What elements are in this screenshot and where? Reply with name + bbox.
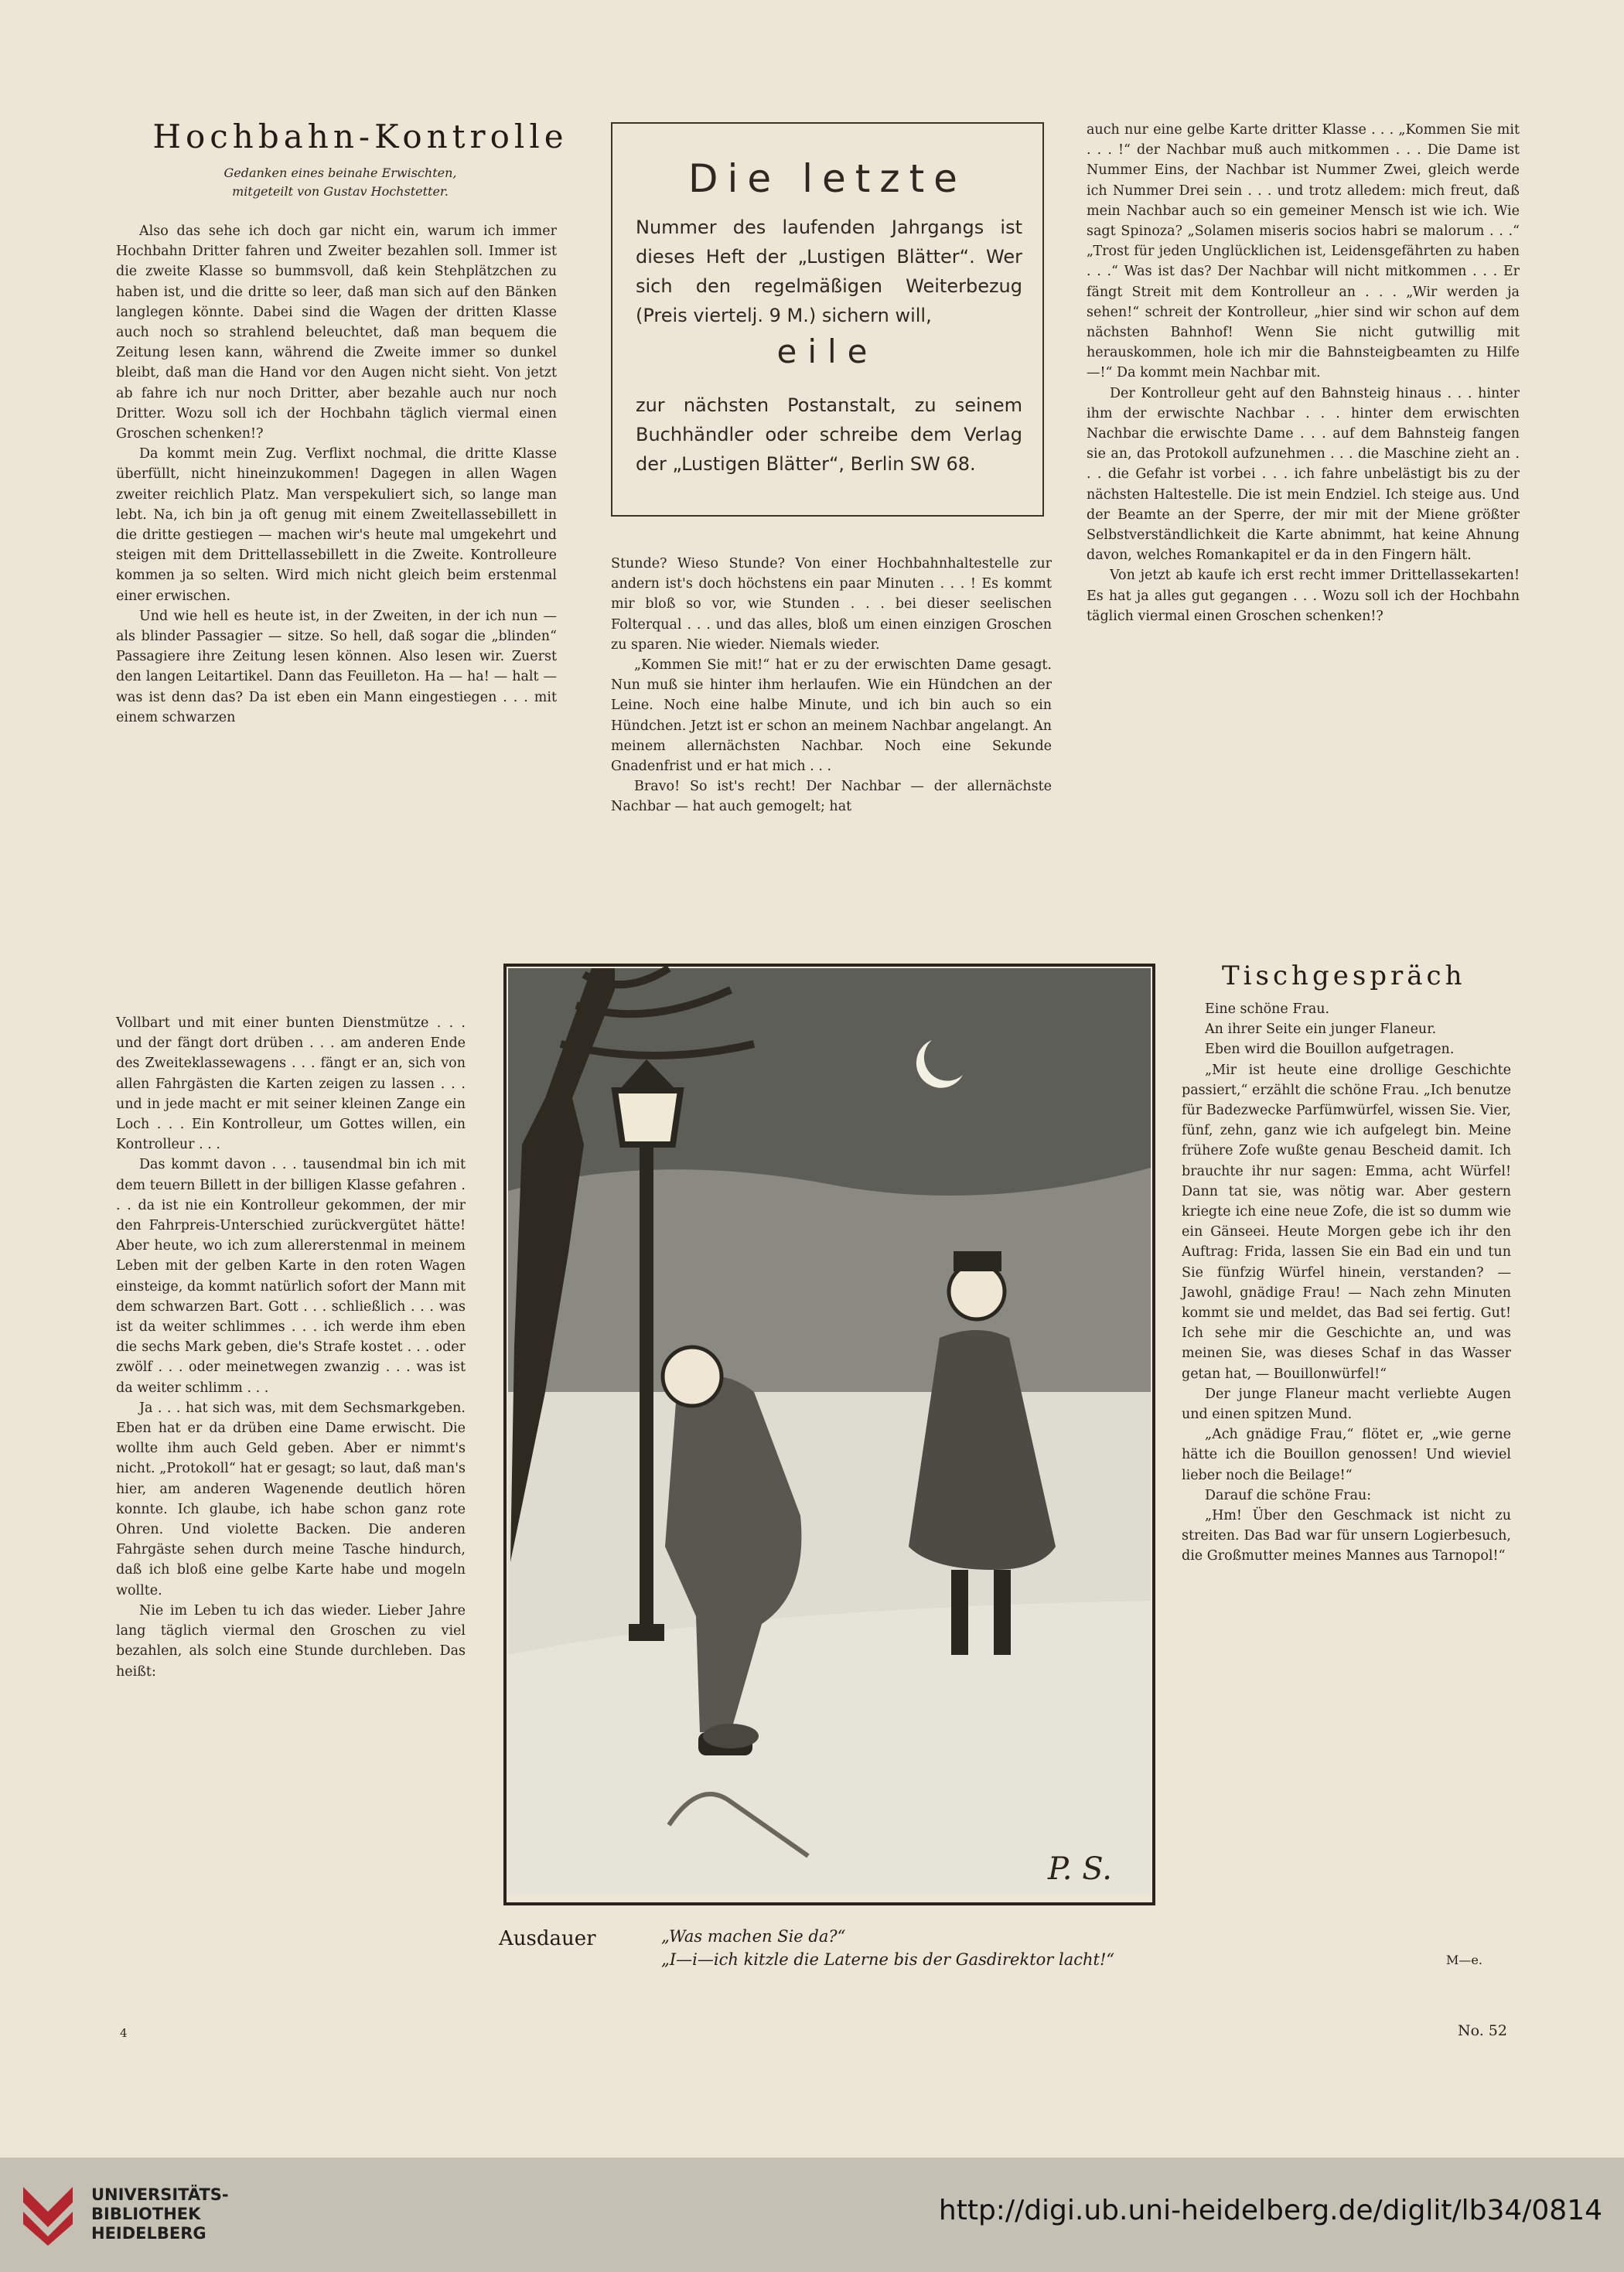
notice-emphasis: eile (776, 333, 879, 370)
article-column-2 (611, 554, 1052, 817)
artist-monogram: P. S. (1048, 1851, 1112, 1887)
cartoon-caption-line-2: „I—i—ich kitzle die Laterne bis der Gasdirektor lacht!“ (661, 1950, 1115, 1969)
library-name-line-3: HEIDELBERG (91, 2224, 206, 2243)
drunk-man-head (663, 1347, 722, 1406)
paragraph: Und wie hell es heute ist, in der Zweiten, in der ich nun — als blinder Passagier — sitze. So hell, daß sogar die „blinden“ Passagiere ihre Zeitung lesen können. Also lesen wir. Zuerst den langen Leitartikel. Dann das Feuilleton. Ha — ha! — halt — was ist denn das? Da ist eben ein Mann eingestiegen . . . mit einem schwarzen (116, 608, 557, 725)
cloud-band (508, 1168, 1151, 1392)
library-logo-icon (20, 2181, 76, 2246)
notice-text-1: Nummer des laufenden Jahrgangs ist dieses Heft der „Lustigen Blätter“. Wer sich den regelmäßigen Weiterbezug (Preis viertelj. 9 M.) sichern will, (636, 217, 1022, 326)
library-name-line-2: BIBLIOTHEK (91, 2205, 201, 2223)
lamp-post (640, 1129, 653, 1632)
notice-text-2: zur nächsten Postanstalt, zu seinem Buchhändler oder schreibe dem Verlag der „Lustigen Blätter“, Berlin SW 68. (636, 394, 1022, 475)
byline-line-2: mitgeteilt von Gustav Hochstetter. (232, 184, 449, 199)
tischgespraech-column (1182, 999, 1511, 1567)
paragraph: „Hm! Über den Geschmack ist nicht zu streiten. Das Bad war für unsern Logierbesuch, die Großmutter meines Mannes aus Tarnopol!“ (1182, 1508, 1511, 1564)
paragraph: „Mir ist heute eine drollige Geschichte passiert,“ erzählt die schöne Frau. „Ich benutze für Badezwecke Parfümwürfel, wissen Sie. Vier, fünf, zehn, ganz wie ich aufgelegt bin. Meine frühere Zofe wußte genau Bescheid damit. Ich brauchte ihr nur sagen: Emma, acht Würfel! Dann tat sie, was nötig war. Aber gestern kriegte ich eine neue Zofe, die ist so dumm wie ein Gänseei. Heute Morgen gebe ich ihr den Auftrag: Frida, lassen Sie ein Bad ein und tun Sie fünfzig Würfel hinein, verstanden? — Jawohl, gnädige Frau! — Nach zehn Minuten kommt sie und meldet, das Bad sei fertig. Gut! Ich sehe mir die Geschichte an, und was meinen Sie, was dieses Schaf in das Wasser getan hat, — Bouillonwürfel!“ (1182, 1062, 1512, 1382)
cartoon-illustration (499, 959, 1160, 1910)
story-title-tischgespraech: Tischgespräch (1222, 960, 1466, 991)
article-title: Hochbahn-Kontrolle (152, 118, 568, 155)
library-name-line-1: UNIVERSITÄTS- (91, 2185, 229, 2204)
lantern (615, 1090, 681, 1145)
paragraph: Der Kontrolleur geht auf den Bahnsteig hinaus . . . hinter ihm der erwischte Nachbar . . . hinter dem erwischten Nachbar die erwischte Dame . . . auf dem Bahnsteig fangen sie an, das Protokoll aufzunehmen . . . die Maschine zieht an . . . die Gefahr ist vorbei . . . ich fahre unbelästigt bis zu der nächsten Haltestelle. Die ist mein Endziel. Ich steige aus. Und der Beamte an der Sperre, der mir mit der Miene größter Selbstverständlichkeit die Karte abnimmt, hat keine Ahnung davon, welches Romankapitel er da in den Fingern hält. (1087, 385, 1520, 564)
conductor-head (949, 1264, 1005, 1319)
paragraph: auch nur eine gelbe Karte dritter Klasse . . . „Kommen Sie mit . . . !“ der Nachbar muß auch mitkommen . . . Die Dame ist Nummer Eins, der Nachbar ist Nummer Zwei, gleich werde ich Nummer Drei sein . . . und trotz alledem: mich freut, daß mein Nachbar auch so ein gemeiner Mensch ist wie ich. Wie sagt Spinoza? „Solamen miseris socios habri se malorum . . .“ „Trost für jeden Unglücklichen ist, Leidensgefährten zu haben . . .“ Was ist das? Der Nachbar will nicht mitkommen . . . Er fängt Streit mit dem Kontrolleur an . . . „Wir werden ja sehen!“ schreit der Kontrolleur, „hier sind wir schon auf dem nächsten Bahnhof! Wenn Sie nicht gutwillig mit herauskommen, hole ich mir die Bahnsteigbeamten zu Hilfe —!“ Da kommt mein Nachbar mit. (1087, 122, 1520, 381)
article-column-3 (1087, 120, 1520, 626)
paragraph: Bravo! So ist's recht! Der Nachbar — der allernächste Nachbar — hat auch gemogelt; hat (611, 779, 1052, 815)
article-byline (162, 164, 518, 201)
article-column-1 (116, 221, 557, 728)
paragraph: Vollbart und mit einer bunten Dienstmütze . . . und der fängt dort drüben . . . am anderen Ende des Zweiteklassewagens . . . fängt er an, sich von allen Fahrgästen die Karten zeigen zu lassen . . . und in jede macht er mit seiner kleinen Zange ein Loch . . . Ein Kontrolleur, um Gottes willen, ein Kontrolleur . . . (116, 1015, 466, 1153)
paragraph: An ihrer Seite ein junger Flaneur. (1205, 1022, 1437, 1038)
paragraph: Das kommt davon . . . tausendmal bin ich mit dem teuern Billett in der billigen Klasse gefahren . . . da ist nie ein Kontrolleur gekommen, der mir den Fahrpreis-Unterschied zurückvergütet hätte! Aber heute, wo ich zum allererstenmal in meinem Leben mit der gelben Karte in den roten Wagen einsteige, da kommt natürlich sofort der Mann mit dem schwarzen Bart. Gott . . . schließlich . . . was ist da weiter schlimmes . . . ich werde ihm eben die sechs Mark geben, die's Strafe kostet . . . oder zwölf . . . oder meinetwegen zwanzig . . . was ist da weiter schlimm . . . (116, 1157, 466, 1396)
paragraph: Darauf die schöne Frau: (1205, 1487, 1372, 1503)
source-url-link[interactable]: http://digi.ub.uni-heidelberg.de/diglit/lb34/0814 (938, 2195, 1602, 2226)
paragraph: Nie im Leben tu ich das wieder. Lieber Jahre lang täglich viermal den Groschen zu viel bezahlen, als solch eine Stunde durchleben. Das heißt: (116, 1602, 466, 1680)
conductor-cap (954, 1251, 1001, 1271)
subscription-notice-box (611, 122, 1044, 517)
library-name (91, 2185, 229, 2243)
cartoon-caption-line-1: „Was machen Sie da?“ (661, 1927, 846, 1946)
page-number: 4 (120, 2026, 128, 2040)
fallen-hat (703, 1724, 759, 1748)
paragraph: „Kommen Sie mit!“ hat er zu der erwischten Dame gesagt. Nun muß sie hinter ihm herlaufen. Wie ein Hündchen an der Leine. Noch eine halbe Minute, und ich bin auch so ein Hündchen. Jetzt ist er schon an meinem Nachbar angelangt. An meinem allernächsten Nachbar. Noch eine Sekunde Gnadenfrist und er hat mich . . . (611, 657, 1052, 775)
notice-heading: Die letzte (688, 156, 967, 201)
article-column-1-continued (116, 1013, 466, 1682)
paragraph: Also das sehe ich doch gar nicht ein, warum ich immer Hochbahn Dritter fahren und Zweiter bezahlen soll. Immer ist die zweite Klasse so bummsvoll, daß kein Stehplätzchen zu haben ist, und die dritte so leer, daß man sich auf den Bänken langlegen könnte. Dabei sind die Wagen der dritten Klasse auch noch so strahlend beleuchtet, daß man bequem die Zeitung lesen kann, während die Zweite immer so dunkel bleibt, daß man die Hand vor den Augen nicht sieht. Von jetzt ab fahre ich nur noch Dritter, aber bezahle auch nur noch Dritter. Wozu soll ich der Hochbahn täglich viermal einen Groschen schenken!? (116, 223, 557, 442)
paragraph: Ja . . . hat sich was, mit dem Sechsmarkgeben. Eben hat er da drüben eine Dame erwischt. Die wollte ihm auch Geld geben. Aber er nimmt's nicht. „Protokoll“ hat er gesagt; so laut, daß man's hier, am anderen Wagenende deutlich hören konnte. Ich glaube, ich habe schon ganz rote Ohren. Und violette Backen. Die anderen Fahrgäste sehen durch meine Tasche hindurch, daß ich bloß eine gelbe Karte habe und mogeln wollte. (116, 1400, 466, 1598)
issue-number: No. 52 (1458, 2022, 1507, 2039)
paragraph: Von jetzt ab kaufe ich erst recht immer Drittellassekarten! Es hat ja alles gut gegangen . . . Wozu soll ich der Hochbahn täglich viermal einen Groschen schenken!? (1087, 568, 1520, 624)
cartoon-title: Ausdauer (499, 1927, 596, 1950)
paragraph: Eben wird die Bouillon aufgetragen. (1205, 1042, 1455, 1058)
paragraph: „Ach gnädige Frau,“ flötet er, „wie gerne hätte ich die Bouillon genossen! Und wieviel lieber noch die Beilage!“ (1182, 1427, 1511, 1483)
paragraph: Der junge Flaneur macht verliebte Augen und einen spitzen Mund. (1182, 1386, 1511, 1423)
author-signature: M—e. (1446, 1953, 1482, 1967)
byline-line-1: Gedanken eines beinahe Erwischten, (223, 165, 457, 180)
paragraph: Eine schöne Frau. (1205, 1001, 1330, 1017)
paragraph: Stunde? Wieso Stunde? Von einer Hochbahnhaltestelle zur andern ist's doch höchstens ein paar Minuten . . . ! Es kommt mir bloß so vor, wie Stunden . . . bei dieser seelischen Folterqual . . . und das alles, bloß um einen einzigen Groschen zu sparen. Nie wieder. Niemals wieder. (611, 556, 1052, 653)
paragraph: Da kommt mein Zug. Verflixt nochmal, die dritte Klasse überfüllt, nicht hineinzukommen! Dagegen in allen Wagen zweiter reichlich Platz. Man verspekuliert sich, so lange man lebt. Na, ich bin ja oft genug mit einem Zweitellassebillett in die dritte gestiegen — machen wir's heute mal umgekehrt und steigen mit dem Drittellassebillett in die Zweite. Kontrolleure kommen ja so selten. Wird mich nicht gleich beim erstenmal einer erwischen. (116, 446, 557, 604)
